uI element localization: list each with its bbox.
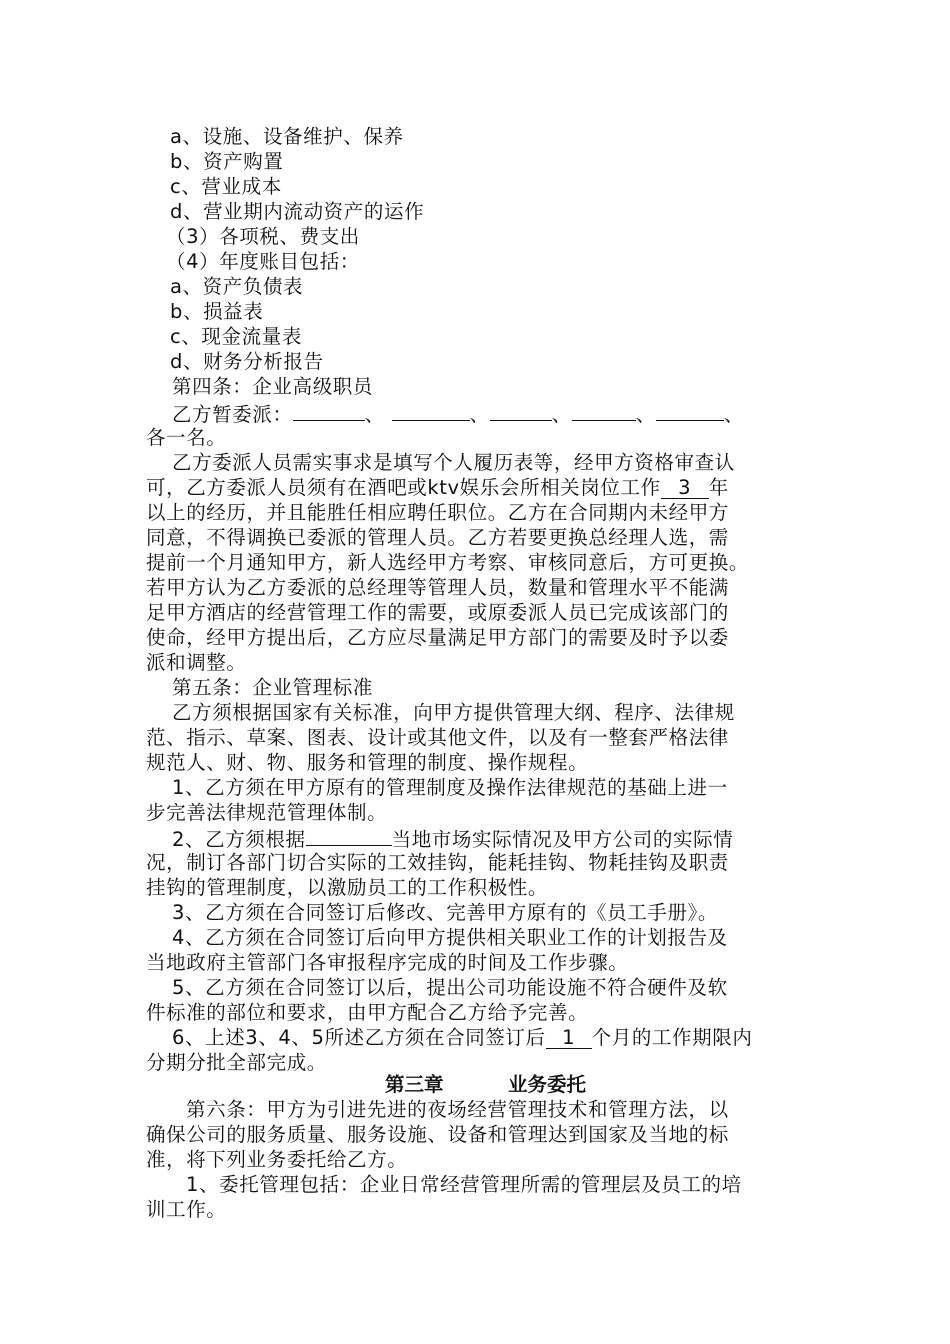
paragraph-line: 1、委托管理包括：企业日常经营管理所需的管理层及员工的培 xyxy=(186,1173,742,1196)
appoint-lead: 乙方暂委派： xyxy=(172,403,293,426)
list-item: b、损益表 xyxy=(170,300,264,323)
paragraph-line: 提前一个月通知甲方，新人选经甲方考察、审核同意后，方可更换。 xyxy=(146,551,750,574)
separator: 、 xyxy=(364,403,385,426)
article-heading: 第四条：企业高级职员 xyxy=(172,375,374,398)
paragraph-text: 2、乙方须根据 xyxy=(172,828,306,851)
paragraph-line: 4、乙方须在合同签订后向甲方提供相关职业工作的计划报告及 xyxy=(172,926,728,949)
blank-field xyxy=(392,400,470,421)
separator: 、 xyxy=(635,403,656,426)
blank-field xyxy=(306,825,392,846)
paragraph-line: 派和调整。 xyxy=(146,651,247,674)
paragraph-line: 3、乙方须在合同签订后修改、完善甲方原有的《员工手册》。 xyxy=(172,901,718,924)
paragraph-line: 5、乙方须在合同签订以后，提出公司功能设施不符合硬件及软 xyxy=(172,976,728,999)
paragraph-line: 规范人、财、物、服务和管理的制度、操作规程。 xyxy=(146,751,589,774)
paragraph-line: 第六条：甲方为引进先进的夜场经营管理技术和管理方法，以 xyxy=(186,1098,729,1121)
list-item: c、营业成本 xyxy=(170,175,282,198)
paragraph-text: 6、上述3、4、5所述乙方须在合同签订后 xyxy=(172,1026,546,1049)
blank-field xyxy=(572,400,636,421)
paragraph-line: 各一名。 xyxy=(146,426,227,449)
paragraph-line: 当地政府主管部门各审报程序完成的时间及工作步骤。 xyxy=(146,951,629,974)
paragraph-line: 乙方须根据国家有关标准，向甲方提供管理大纲、程序、法律规 xyxy=(172,701,735,724)
paragraph-line: 使命，经甲方提出后，乙方应尽量满足甲方部门的需要及时予以委 xyxy=(146,626,729,649)
paragraph-line: 挂钩的管理制度，以激励员工的工作积极性。 xyxy=(146,876,549,899)
appointment-line xyxy=(0,400,950,425)
paragraph-line: 况，制订各部门切合实际的工效挂钩，能耗挂钩、物耗挂钩及职责 xyxy=(146,851,729,874)
paragraph-line: 准，将下列业务委托给乙方。 xyxy=(146,1148,408,1171)
months-field: 1 xyxy=(546,1028,592,1049)
list-item: （4）年度账目包括： xyxy=(166,250,360,273)
paragraph-line: 范、指示、草案、图表、设计或其他文件，以及有一整套严格法律 xyxy=(146,726,729,749)
list-item: d、营业期内流动资产的运作 xyxy=(170,200,425,223)
list-item: a、资产负债表 xyxy=(170,275,304,298)
paragraph-line: 1、乙方须在甲方原有的管理制度及操作法律规范的基础上进一 xyxy=(172,776,728,799)
list-item: c、现金流量表 xyxy=(170,325,302,348)
blank-field xyxy=(293,400,365,421)
paragraph-line: 步完善法律规范管理体制。 xyxy=(146,801,388,824)
paragraph-line: 乙方委派人员需实事求是填写个人履历表等，经甲方资格审查认 xyxy=(172,451,735,474)
paragraph-line: 训工作。 xyxy=(146,1198,227,1221)
separator: 、 xyxy=(469,403,490,426)
list-item: b、资产购置 xyxy=(170,150,284,173)
paragraph-line: 以上的经历，并且能胜任相应聘任职位。乙方在合同期内未经甲方 xyxy=(146,501,729,524)
paragraph-line: 分期分批全部完成。 xyxy=(146,1051,327,1074)
paragraph-text: 可，乙方委派人员须有在酒吧或ktv娱乐会所相关岗位工作 xyxy=(146,476,661,499)
paragraph-line: 足甲方酒店的经营管理工作的需要，或原委派人员已完成该部门的 xyxy=(146,601,729,624)
chapter-title: 业务委托 xyxy=(508,1073,587,1096)
paragraph-line: 若甲方认为乙方委派的总经理等管理人员，数量和管理水平不能满 xyxy=(146,576,729,599)
separator: 、 xyxy=(723,403,744,426)
list-item: d、财务分析报告 xyxy=(170,350,324,373)
paragraph-line xyxy=(0,475,950,500)
paragraph-line xyxy=(0,825,950,850)
list-item: （3）各项税、费支出 xyxy=(166,225,360,248)
paragraph-line: 同意，不得调换已委派的管理人员。乙方若要更换总经理人选，需 xyxy=(146,526,729,549)
blank-field xyxy=(490,400,552,421)
chapter-number: 第三章 xyxy=(385,1073,444,1096)
paragraph-line: 确保公司的服务质量、服务设施、设备和管理达到国家及当地的标 xyxy=(146,1123,729,1146)
years-field: 3 xyxy=(661,478,709,499)
paragraph-text: 年 xyxy=(708,476,729,499)
paragraph-line xyxy=(0,1025,950,1050)
paragraph-text: 当地市场实际情况及甲方公司的实际情 xyxy=(391,828,734,851)
separator: 、 xyxy=(551,403,572,426)
article-heading: 第五条：企业管理标准 xyxy=(172,676,374,699)
paragraph-line: 件标准的部位和要求，由甲方配合乙方给予完善。 xyxy=(146,1001,589,1024)
paragraph-text: 个月的工作期限内 xyxy=(591,1026,753,1049)
list-item: a、设施、设备维护、保养 xyxy=(170,125,404,148)
blank-field xyxy=(656,400,724,421)
